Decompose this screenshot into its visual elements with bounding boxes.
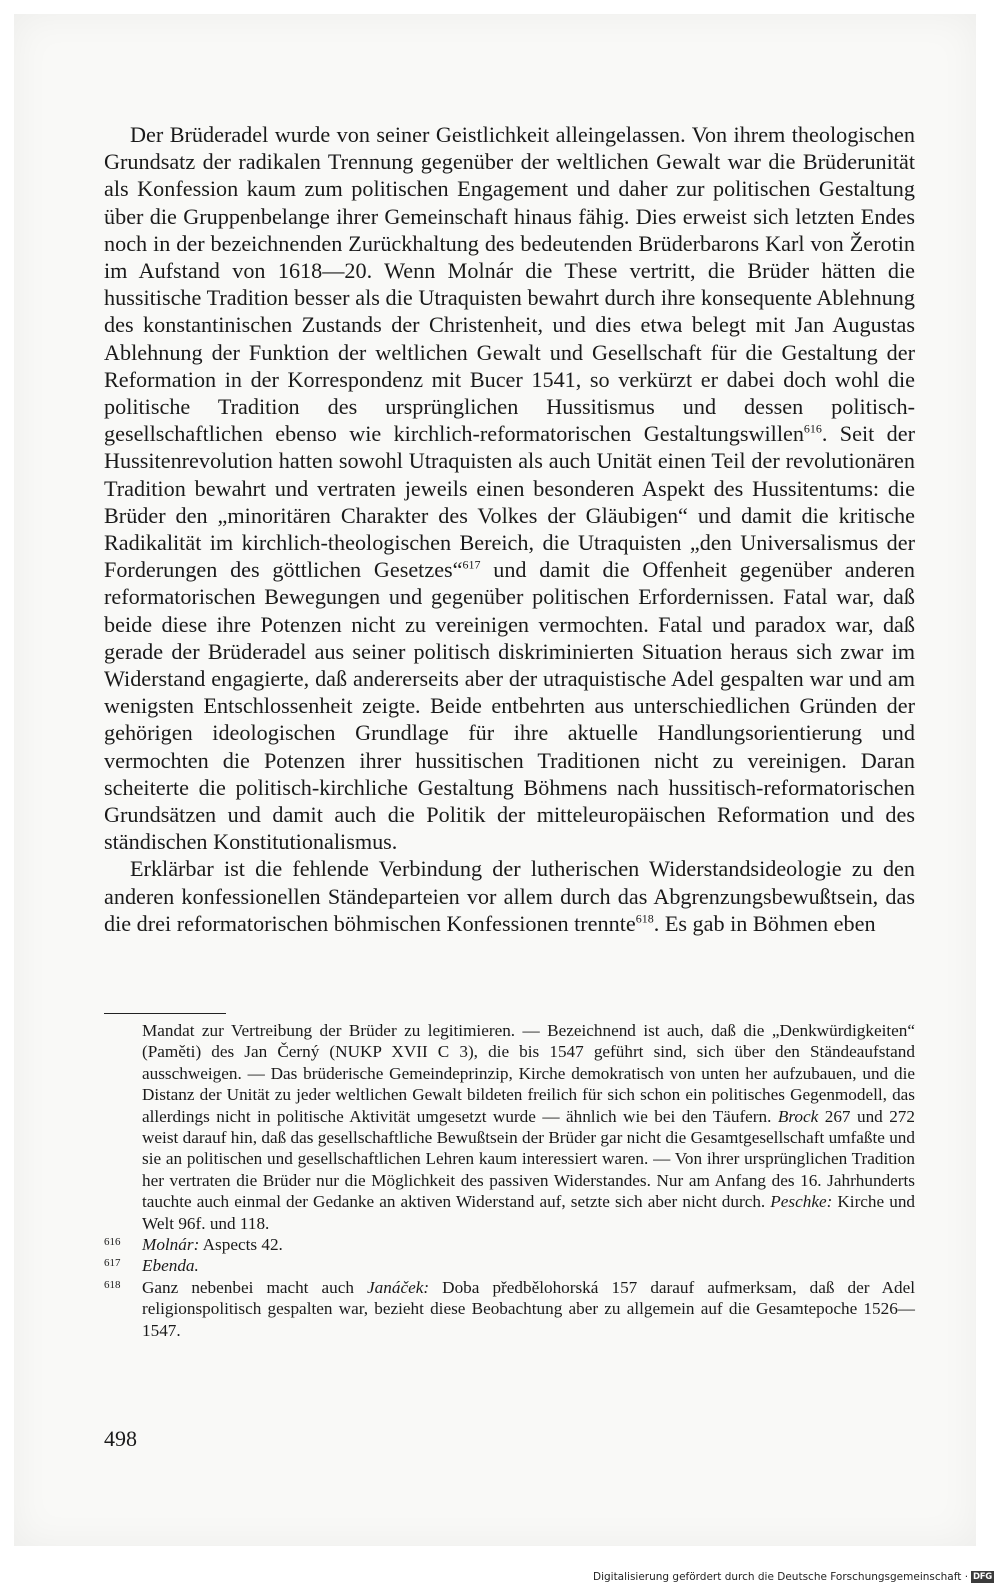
text-run: Aspects 42. <box>199 1235 283 1255</box>
footnote-separator <box>104 1013 226 1014</box>
paragraph <box>104 855 915 937</box>
italic-run: Peschke: <box>770 1192 833 1212</box>
digitization-credit <box>593 1571 994 1583</box>
dfg-logo: DFG <box>973 1572 992 1582</box>
page-number: 498 <box>104 1426 137 1451</box>
footnote-number: 617 <box>104 1257 121 1270</box>
text-run: . Es gab in Böhmen eben <box>653 910 876 936</box>
footnote-number: 618 <box>104 1278 121 1291</box>
italic-run: Molnár: <box>142 1235 200 1255</box>
footnote <box>104 1255 915 1276</box>
text-run: Mandat zur Vertreibung der Brüder zu legitimieren. — Bezeichnend ist auch, daß die „Denkwürdigkeiten“ (Paměti) des Jan Černý (NUKP XVII C 3), die bis 1547 geführt sind, sich über den Ständeaufstand ausschweigen. — Das brüderische Gemeindeprinzip, Kirche demokratisch von unten her aufzubauen, und die Distanz der Unität zu jeder weltlichen Gewalt bildeten freilich für sich schon ein politisches Gegenmodell, das allerdings nicht in politische Aktivität umgesetzt wurde — ähnlich wie bei den Täufern. <box>142 1021 915 1126</box>
text-run: . Seit der Hussitenrevolution hatten sowohl Utraquisten als auch Unität einen Teil der revolutionären Tradition bewahrt und vertraten jeweils einen besonderen Aspekt des Hussitentums: die Brüder den „minoritären Charakter des Volkes der Gläubigen“ und damit die kritische Radikalität im kirchlich-theologischen Bereich, die Utraquisten „den Universalismus der Forderungen des göttlichen Gesetzes“ <box>104 421 915 583</box>
footnote-number: 616 <box>104 1236 121 1249</box>
text-run: Kirche und Welt 96f. und 118. <box>142 1192 916 1233</box>
footnote-text <box>104 1020 915 1234</box>
italic-run: Janáček: <box>367 1277 430 1297</box>
text-run: Doba předbělohorská 157 darauf aufmerksam, daß der Adel religionspolitisch gespalten war, bezieht diese Beobachtung aber zu allgemein auf die Gesamtepoche 1526—1547. <box>142 1277 915 1340</box>
footnote-ref: 618 <box>635 911 654 926</box>
italic-run: Brock <box>777 1106 819 1126</box>
text-run: Der Brüderadel wurde von seiner Geistlichkeit alleingelassen. Von ihrem theologischen Grundsatz der radikalen Trennung gegenüber der weltlichen Gewalt war die Brüderunität als Konfession kaum zum politischen Engagement und daher zur politischen Gestaltung über die Gruppenbelange ihrer Gemeinschaft hinaus fähig. Dies erweist sich letzten Endes noch in der bezeichnenden Zurückhaltung des bedeutenden Brüderbarons Karl von Žerotin im Aufstand von 1618—20. Wenn Molnár die These vertritt, die Brüder hätten die hussitische Tradition besser als die Utraquisten bewahrt durch ihre konsequente Ablehnung des konstantinischen Zustands der Christenheit, und dies etwa belegt mit Jan Augustas Ablehnung der Funktion der weltlichen Gewalt und Gesellschaft für die Gestaltung der Reformation in der Korrespondenz mit Bucer 1541, so verkürzt er dabei doch wohl die politische Tradition des ursprünglichen Hussitismus und dessen politisch-gesellschaftlichen ebenso wie kirchlich-reformatorischen Gestaltungswillen <box>104 122 915 447</box>
paragraph <box>104 121 915 855</box>
footnote <box>104 1234 915 1255</box>
text-run: und damit die Offenheit gegenüber anderen reformatorischen Bewegungen und gegenüber politischen Erfordernissen. Fatal war, daß beide diese ihre Potenzen nicht zu vereinigen vermochten. Fatal und paradox war, daß gerade der Brüderadel aus seiner politisch diskriminierten Situation heraus sich zwar im Widerstand engagierte, daß andererseits aber der utraquistische Adel gespalten war und am wenigsten Entschlossenheit zeigte. Beide entbehrten aus unterschiedlichen Gründen der gehörigen ideologischen Grundlage für ihre aktuelle Handlungsorientierung und vermochten die Potenzen ihrer hussitischen Traditionen nicht zu vereinigen. Daran scheiterte die politisch-kirchliche Gestaltung Böhmens nach hussitisch-reformatorischen Grundsätzen und damit auch die Politik der mitteleuropäischen Reformation und des ständischen Konstitutionalismus. <box>104 557 915 855</box>
main-text <box>104 121 915 937</box>
footnote-text <box>142 1234 915 1255</box>
footnote <box>104 1020 915 1234</box>
italic-run: Ebenda. <box>142 1256 199 1276</box>
footnote-ref: 616 <box>803 421 822 436</box>
text-run: 267 und 272 weist darauf hin, daß das gesellschaftliche Bewußtsein der Brüder gar nicht die Gesamtgesellschaft umfaßte und sie an politischen und gesellschaftlichen Lehren kaum interessiert waren. — Von ihrer ursprünglichen Tradition her vertraten die Brüder nur die Möglichkeit des passiven Widerstandes. Nur am Anfang des 16. Jahrhunderts tauchte auch einmal der Gedanke an aktiven Widerstand auf, setzte sich aber nicht durch. <box>142 1106 915 1212</box>
footnote <box>104 1277 915 1341</box>
footnote-text <box>142 1277 915 1341</box>
text-run: Ganz nebenbei macht auch <box>142 1277 368 1297</box>
footnote-ref: 617 <box>462 557 481 572</box>
credit-text: Digitalisierung gefördert durch die Deutsche Forschungsgemeinschaft · <box>592 1571 969 1583</box>
footnote-text <box>142 1255 915 1276</box>
text-run: Erklärbar ist die fehlende Verbindung der lutherischen Widerstandsideologie zu den anderen konfessionellen Ständeparteien vor allem durch das Abgrenzungsbewußtsein, das die drei reformatorischen böhmischen Konfessionen trennte <box>104 856 915 936</box>
footnotes <box>104 1020 915 1341</box>
